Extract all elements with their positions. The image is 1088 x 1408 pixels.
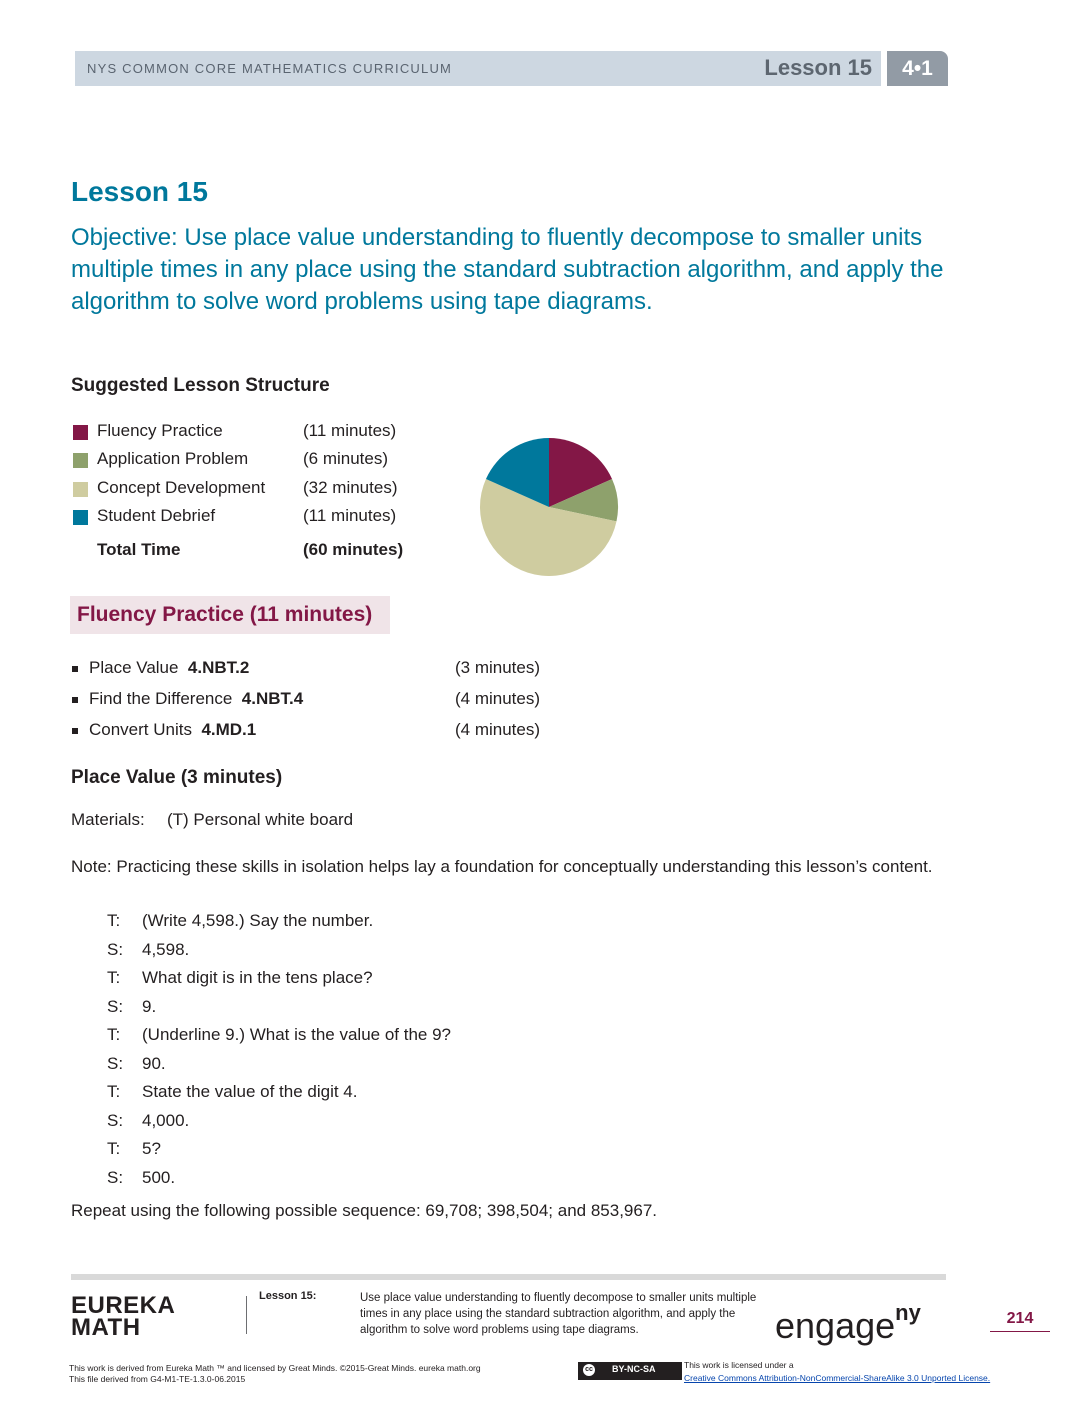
structure-time: (32 minutes) [303, 478, 398, 497]
utterance: 9. [142, 997, 157, 1016]
speaker: T: [107, 1025, 121, 1044]
fluency-item-name: Place Value [89, 658, 179, 677]
speaker: T: [107, 1139, 121, 1158]
speaker: T: [107, 911, 121, 930]
bullet-icon [72, 697, 78, 703]
logo-line-2: MATH [71, 1314, 141, 1341]
structure-name: Student Debrief [97, 506, 216, 525]
curriculum-title: NYS COMMON CORE MATHEMATICS CURRICULUM [87, 61, 453, 76]
utterance: (Write 4,598.) Say the number. [142, 911, 374, 930]
engage-text: engage [775, 1305, 896, 1346]
utterance: 4,000. [142, 1111, 190, 1130]
page-number: 214 [1006, 1310, 1034, 1327]
utterance: What digit is in the tens place? [142, 968, 373, 987]
license-text: This work is licensed under a [684, 1360, 794, 1370]
engageny-logo [775, 1300, 921, 1347]
lesson-structure-pie-chart [478, 436, 620, 578]
utterance: 4,598. [142, 940, 190, 959]
ny-text: ny [895, 1300, 921, 1325]
structure-heading: Suggested Lesson Structure [71, 375, 330, 396]
total-time: (60 minutes) [303, 540, 404, 559]
module-badge: 4•1 [887, 51, 948, 86]
legend-swatch [73, 510, 88, 525]
derivation-line-2: This file derived from G4-M1-TE-1.3.0-06.2015 [69, 1374, 246, 1384]
speaker: S: [107, 1168, 124, 1187]
utterance: 90. [142, 1054, 166, 1073]
legend-swatch [73, 482, 88, 497]
fluency-item-standard: 4.MD.1 [201, 720, 257, 739]
utterance: (Underline 9.) What is the value of the 9? [142, 1025, 451, 1044]
lesson-title: Lesson 15 [71, 176, 208, 207]
fluency-item-standard: 4.NBT.2 [187, 658, 250, 677]
fluency-item-name: Convert Units [89, 720, 192, 739]
derivation-notice [69, 1363, 481, 1385]
materials-line [71, 810, 354, 830]
total-label: Total Time [97, 540, 181, 559]
fluency-item-time: (4 minutes) [455, 720, 541, 739]
footer-description: Use place value understanding to fluently decompose to smaller units multiple times in any place using the standard subtraction algorithm, and apply the algorithm to solve word problems using tape diagrams. [360, 1292, 757, 1336]
structure-name: Concept Development [97, 478, 266, 497]
footer-rule [71, 1274, 946, 1280]
fluency-item-time: (3 minutes) [455, 658, 541, 677]
cc-badge-text: BY-NC-SA [612, 1364, 656, 1374]
structure-time: (11 minutes) [303, 421, 397, 440]
fluency-heading: Fluency Practice (11 minutes) [77, 603, 373, 626]
derivation-line-1: This work is derived from Eureka Math ™ and licensed by Great Minds. ©2015-Great Minds. eureka math.org [69, 1363, 481, 1373]
legend-swatch [73, 453, 88, 468]
repeat-instruction: Repeat using the following possible sequence: 69,708; 398,504; and 853,967. [71, 1201, 658, 1220]
bullet-icon [72, 728, 78, 734]
legend-swatch [73, 425, 88, 440]
fluency-item-name: Find the Difference [89, 689, 233, 708]
fluency-item-time: (4 minutes) [455, 689, 541, 708]
eureka-math-logo [71, 1292, 176, 1341]
fluency-item-standard: 4.NBT.4 [241, 689, 304, 708]
speaker: S: [107, 997, 124, 1016]
structure-time: (11 minutes) [303, 506, 397, 525]
place-value-heading: Place Value (3 minutes) [71, 767, 283, 788]
lesson-objective: Objective: Use place value understanding to fluently decompose to smaller units multiple times in any place using the standard subtraction algorithm, and apply the algorithm to solve word problems using tape diagrams. [71, 224, 944, 315]
logo-line-1: EUREKA [71, 1292, 176, 1319]
license-link[interactable]: Creative Commons Attribution-NonCommercial-ShareAlike 3.0 Unported License. [684, 1373, 991, 1383]
utterance: State the value of the digit 4. [142, 1082, 358, 1101]
speaker: T: [107, 968, 121, 987]
speaker: S: [107, 1111, 124, 1130]
cc-icon: cc [583, 1364, 595, 1376]
utterance: 5? [142, 1139, 161, 1158]
materials-label: Materials: [71, 810, 145, 829]
footer-lesson-label: Lesson 15: [259, 1290, 317, 1302]
materials-value: (T) Personal white board [167, 810, 354, 829]
footer-divider [246, 1296, 247, 1334]
speaker: T: [107, 1082, 121, 1101]
structure-name: Application Problem [97, 449, 249, 468]
structure-time: (6 minutes) [303, 449, 389, 468]
header-lesson: Lesson 15 [764, 55, 872, 80]
speaker: S: [107, 940, 124, 959]
page-number-rule [990, 1331, 1050, 1332]
speaker: S: [107, 1054, 124, 1073]
bullet-icon [72, 666, 78, 672]
note-paragraph: Note: Practicing these skills in isolation helps lay a foundation for conceptually understanding this lesson’s content. [71, 857, 933, 876]
utterance: 500. [142, 1168, 176, 1187]
structure-name: Fluency Practice [97, 421, 223, 440]
